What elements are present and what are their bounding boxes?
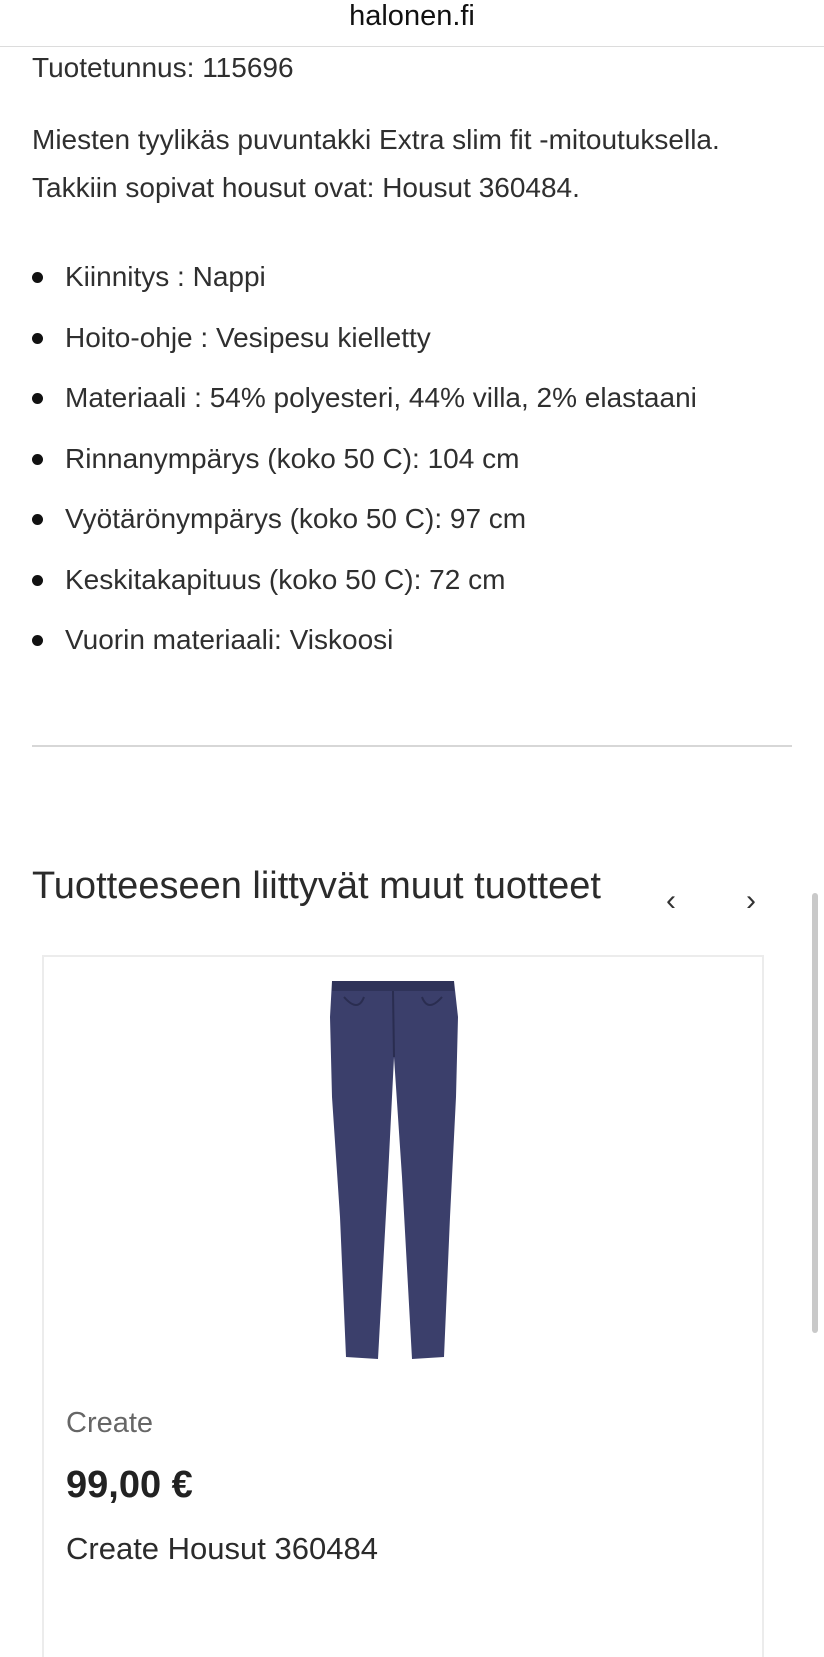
spec-text: Vuorin materiaali: Viskoosi: [65, 624, 394, 655]
spec-item: [32, 377, 697, 438]
product-description: Miesten tyylikäs puvuntakki Extra slim fit -mitoutuksella. Takkiin sopivat housut ovat: Housut 360484.: [32, 124, 720, 203]
spec-item: [32, 256, 697, 317]
scrollbar[interactable]: [812, 893, 818, 1333]
product-brand: Create: [66, 1407, 154, 1439]
spec-item: [32, 438, 697, 499]
trousers-icon: [330, 981, 458, 1359]
product-code: Tuotetunnus: 115696: [32, 52, 294, 83]
spec-text: Materiaali : 54% polyesteri, 44% villa, 2% elastaani: [65, 382, 697, 413]
browser-address-bar[interactable]: [0, 0, 824, 47]
chevron-right-icon[interactable]: ›: [746, 884, 756, 917]
spec-text: Vyötärönympärys (koko 50 C): 97 cm: [65, 503, 527, 534]
bullet-icon: [32, 454, 43, 465]
spec-item: [32, 619, 697, 680]
bullet-icon: [32, 514, 43, 525]
bullet-icon: [32, 575, 43, 586]
related-product-card[interactable]: [42, 955, 764, 1657]
product-name-link[interactable]: Create Housut 360484: [66, 1531, 378, 1566]
spec-text: Keskitakapituus (koko 50 C): 72 cm: [65, 563, 506, 595]
spec-text: Hoito-ohje : Vesipesu kielletty: [65, 321, 431, 353]
chevron-left-icon[interactable]: ‹: [666, 884, 676, 917]
url-text[interactable]: halonen.fi: [349, 0, 475, 32]
product-price: 99,00 €: [66, 1464, 193, 1506]
bullet-icon: [32, 393, 43, 404]
bullet-icon: [32, 272, 43, 283]
section-divider: [32, 745, 792, 747]
spec-list: [32, 256, 697, 680]
spec-item: [32, 317, 697, 378]
bullet-icon: [32, 333, 43, 344]
spec-item: [32, 498, 697, 559]
spec-item: [32, 559, 697, 620]
product-image[interactable]: [314, 977, 474, 1377]
bullet-icon: [32, 635, 43, 646]
related-products-title: Tuotteeseen liittyvät muut tuotteet: [32, 865, 601, 907]
spec-text: Kiinnitys : Nappi: [65, 261, 266, 292]
spec-text: Rinnanympärys (koko 50 C): 104 cm: [65, 442, 520, 474]
